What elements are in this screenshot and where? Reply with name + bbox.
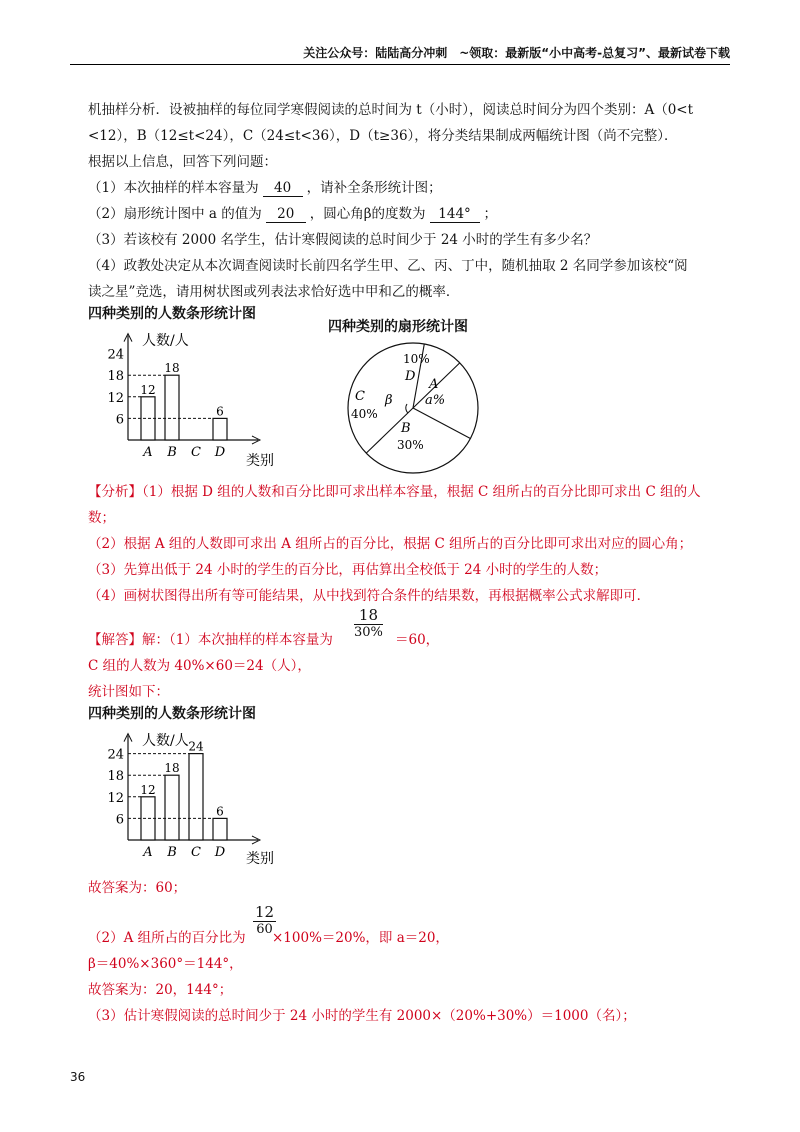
question-3: （3）若该校有 2000 名学生，估计寒假阅读的总时间少于 24 小时的学生有多少名？ (88, 232, 598, 248)
analysis-text-1: （1）根据 D 组的人数和百分比即可求出样本容量，根据 C 组所占的百分比即可求出 C 组的人 (142, 484, 701, 500)
bar (213, 818, 227, 840)
pie-label-c-pct: 40% (351, 407, 378, 421)
data-label: 12 (140, 782, 156, 797)
fraction-numerator: 18 (354, 606, 383, 625)
solution-line-2: C 组的人数为 40%×60＝24（人）， (88, 658, 311, 674)
intro-line-1: 机抽样分析．设被抽样的每位同学寒假阅读的总时间为 t（小时），阅读总时间分为四个类别：A（0<t (88, 102, 694, 118)
bar (165, 375, 179, 440)
x-tick-label: C (191, 845, 201, 860)
y-tick-label: 18 (107, 369, 124, 385)
x-tick-label: A (143, 845, 153, 860)
bar-chart-2-xlabel: 类别 (246, 851, 274, 867)
solution-line-4-end: ×100%＝20%，即 a＝20， (272, 930, 449, 946)
data-label: 6 (216, 804, 224, 819)
y-tick-label: 6 (115, 412, 124, 428)
y-tick-label: 6 (115, 812, 124, 828)
analysis-line-5: （4）画树状图得出所有等可能结果，从中找到符合条件的结果数，再根据概率公式求解即可． (88, 588, 651, 604)
data-label: 18 (164, 761, 180, 776)
solution-tag: 【解答】 (88, 632, 142, 648)
bar (213, 418, 227, 440)
x-tick-label: A (143, 445, 153, 460)
bar-chart-1-ylabel: 人数/人 (142, 333, 189, 349)
question-4-line-1: （4）政教处决定从本次调查阅读时长前四名学生甲、乙、丙、丁中，随机抽取 2 名同学参加该校“阅 (88, 258, 688, 274)
solution-text-1: 解：（1）本次抽样的样本容量为 (142, 632, 333, 648)
y-tick-label: 24 (107, 347, 124, 363)
fraction-denominator: 30% (354, 625, 383, 640)
pie-label-b-pct: 30% (397, 438, 424, 452)
q2-text-mid: ，圆心角β的度数为 (309, 206, 426, 222)
q1-answer: 40 (263, 180, 303, 197)
bar-chart-1-xlabel: 类别 (246, 453, 274, 469)
data-label: 24 (188, 739, 204, 754)
x-tick-label: D (214, 445, 226, 460)
analysis-line-1 (88, 480, 701, 500)
data-label: 12 (140, 382, 156, 397)
data-label: 6 (216, 404, 224, 419)
x-tick-label: C (191, 445, 201, 460)
intro-line-3: 根据以上信息，回答下列问题： (88, 154, 277, 170)
solution-line-3: 统计图如下： (88, 684, 169, 700)
q2-text: （2）扇形统计图中 a 的值为 (88, 206, 262, 222)
q2-text-end: ； (483, 206, 498, 222)
answer-2: 故答案为：20，144°； (88, 982, 233, 998)
analysis-line-3: （2）根据 A 组的人数即可求出 A 组所占的百分比，根据 C 组所占的百分比即可求出对应的圆心角； (88, 536, 693, 552)
analysis-line-2: 数； (88, 510, 115, 526)
solution-line-4: （2）A 组所占的百分比为 (88, 930, 246, 946)
y-tick-label: 12 (107, 790, 124, 806)
page-header: 关注公众号：陆陆高分冲刺 ~领取：最新版“小中高考-总复习”、最新试卷下载 (303, 46, 730, 60)
analysis-line-4: （3）先算出低于 24 小时的学生的百分比，再估算出全校低于 24 小时的学生的人数； (88, 562, 608, 578)
analysis-tag: 【分析】 (88, 484, 142, 500)
solution-line-5: β＝40%×360°＝144°， (88, 956, 243, 972)
answer-1: 故答案为：60； (88, 880, 187, 896)
fraction-numerator: 12 (255, 903, 275, 921)
y-tick-label: 18 (107, 769, 124, 785)
question-2 (88, 202, 497, 223)
q1-text-end: ，请补全条形统计图； (306, 180, 442, 196)
x-tick-label: D (214, 845, 226, 860)
header-divider (70, 64, 730, 65)
x-tick-label: B (167, 845, 177, 860)
pie-chart-title: 四种类别的扇形统计图 (328, 319, 468, 335)
pie-label-c: C (355, 389, 365, 404)
q2-answer-beta: 144° (430, 206, 480, 223)
pie-label-d-pct: 10% (403, 352, 430, 366)
page-number: 36 (70, 1070, 86, 1084)
pie-label-d: D (405, 369, 416, 384)
fraction-18-over-30pct (354, 606, 383, 640)
solution-line-1 (88, 628, 333, 648)
bar-chart-1-title: 四种类别的人数条形统计图 (88, 306, 256, 322)
bar (189, 754, 203, 840)
pie-label-a-pct: a% (425, 393, 446, 408)
bar-chart-2 (98, 725, 308, 875)
data-label: 18 (164, 361, 180, 376)
intro-line-2: <12），B（12≤t<24），C（24≤t<36），D（t≥36），将分类结果制成两幅统计图（尚不完整）． (88, 128, 678, 144)
q1-text: （1）本次抽样的样本容量为 (88, 180, 259, 196)
pie-label-beta: β (385, 393, 393, 408)
solution-text-1-end: ＝60， (395, 632, 440, 648)
x-tick-label: B (167, 445, 177, 460)
fraction-denominator: 60 (256, 922, 273, 937)
bar-chart-2-ylabel: 人数/人 (142, 733, 189, 749)
question-4-line-2: 读之星”竞选，请用树状图或列表法求恰好选中甲和乙的概率． (88, 284, 460, 300)
solution-line-6: （3）估计寒假阅读的总时间少于 24 小时的学生有 2000×（20%+30%）＝1000（名）； (88, 1008, 636, 1024)
y-tick-label: 12 (107, 390, 124, 406)
bar (165, 775, 179, 840)
q2-answer-a: 20 (266, 206, 306, 223)
pie-label-a: A (429, 377, 439, 392)
y-tick-label: 24 (107, 747, 124, 763)
bar-chart-2-title: 四种类别的人数条形统计图 (88, 706, 256, 722)
bar-chart-1 (98, 325, 308, 485)
pie-label-b: B (401, 421, 411, 436)
pie-chart (343, 338, 483, 478)
question-1 (88, 176, 442, 197)
